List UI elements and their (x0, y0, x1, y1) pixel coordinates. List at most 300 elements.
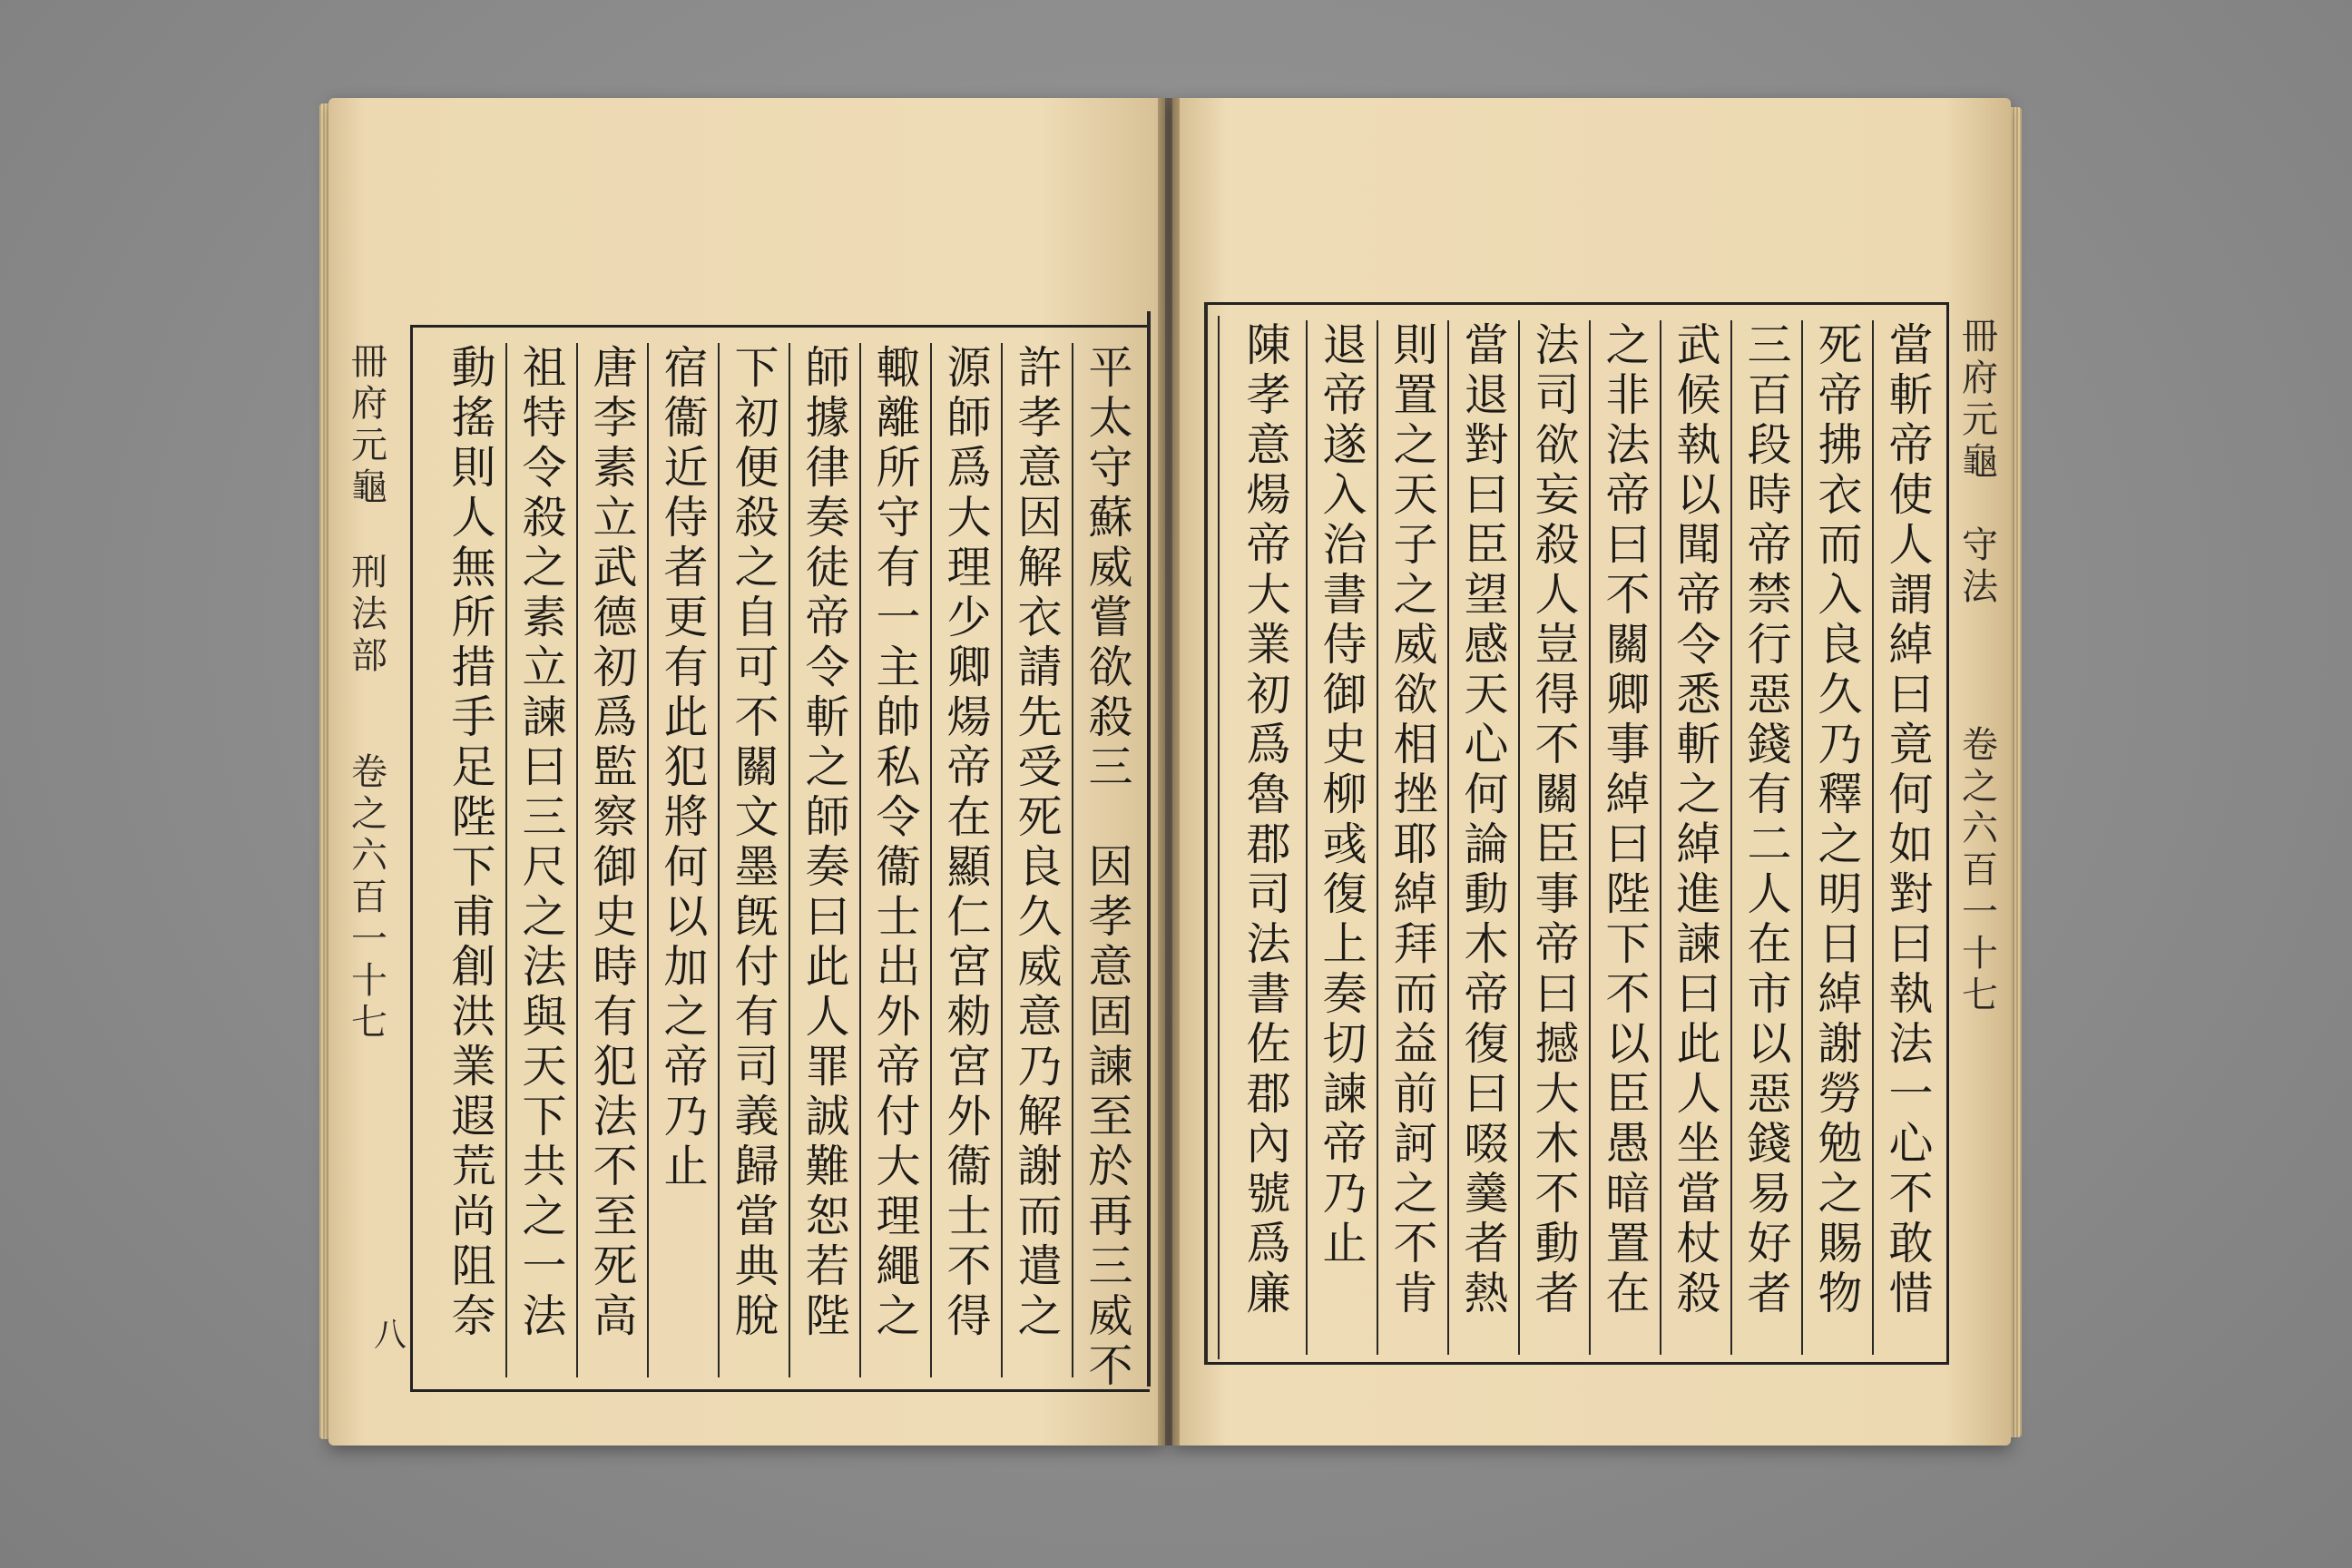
left-column-1-char: 於 (1088, 1141, 1133, 1192)
left-column-2 (1011, 343, 1069, 1341)
left-column-5-char: 斬 (805, 691, 850, 743)
left-column-9-char: 之 (522, 891, 567, 943)
column-rule (1001, 343, 1003, 1377)
right-column-1-char: 一 (1888, 1068, 1934, 1120)
left-column-7-char: 乃 (663, 1091, 709, 1142)
right-column-1-char: 法 (1888, 1018, 1934, 1070)
right-column-10-char: 郡 (1246, 818, 1291, 870)
right-column-2-char: 衣 (1818, 469, 1863, 521)
right-column-1-char: 帝 (1888, 419, 1934, 471)
left-margin-title-char: 府 (351, 383, 387, 425)
right-column-8-char: 之 (1393, 1168, 1438, 1220)
left-column-5-char: 師 (805, 342, 850, 394)
left-column-8-char: 御 (593, 841, 638, 893)
right-frame-left-border (1204, 302, 1208, 1364)
left-column-6-char: 有 (734, 991, 779, 1043)
right-column-4-char: 候 (1676, 369, 1721, 421)
right-column-2-char: 賜 (1818, 1218, 1863, 1269)
right-column-3-char: 錢 (1747, 719, 1792, 770)
right-margin-volume-char: 六 (1962, 808, 1998, 849)
right-column-10-char: 孝 (1246, 369, 1291, 421)
right-column-9-char: 彧 (1322, 818, 1367, 870)
left-column-8-char: 犯 (593, 1041, 638, 1093)
right-column-4-char: 進 (1676, 868, 1721, 920)
left-column-8-char: 素 (593, 442, 638, 494)
right-column-5-char: 非 (1605, 369, 1651, 421)
right-margin-volume-char: 之 (1962, 766, 1998, 808)
right-column-9-char: 復 (1322, 868, 1367, 920)
left-column-10-char: 則 (451, 442, 496, 494)
left-column-7-char: 有 (663, 642, 709, 693)
right-column-6-char: 法 (1534, 319, 1580, 371)
left-column-4-char: 離 (876, 392, 921, 444)
left-column-3-char: 仁 (946, 891, 992, 943)
left-column-3-char: 得 (946, 1290, 992, 1342)
right-column-3-char: 好 (1747, 1218, 1792, 1269)
left-column-5-char: 誠 (805, 1091, 850, 1142)
right-column-3-char: 惡 (1747, 669, 1792, 720)
right-column-9-char: 書 (1322, 569, 1367, 621)
left-margin-volume-char: 十 (351, 960, 387, 1002)
right-column-3-char: 有 (1747, 769, 1792, 820)
left-column-1-char: 平 (1088, 342, 1133, 394)
right-column-5-char: 曰 (1605, 519, 1651, 571)
left-column-1-char: 太 (1088, 392, 1133, 444)
right-column-4 (1670, 320, 1728, 1318)
left-column-9-char: 三 (522, 791, 567, 843)
left-column-1-char: 因 (1088, 841, 1133, 893)
left-column-7-char: 帝 (663, 1041, 709, 1093)
left-column-1-char: 至 (1088, 1091, 1133, 1142)
right-column-2-char: 之 (1818, 818, 1863, 870)
left-column-1-char (1088, 792, 1132, 842)
left-column-9-char: 諫 (522, 691, 567, 743)
left-margin-volume-char: 七 (351, 1002, 387, 1044)
right-column-1-char: 執 (1888, 968, 1934, 1020)
left-column-5 (799, 343, 857, 1341)
left-column-2-char: 遣 (1017, 1240, 1063, 1292)
left-column-3-char: 帝 (946, 741, 992, 793)
right-column-2-char: 之 (1818, 1168, 1863, 1220)
left-margin-title (347, 341, 392, 508)
left-column-3-char: 爲 (946, 442, 992, 494)
right-column-2-char: 釋 (1818, 769, 1863, 820)
right-column-6-char: 臣 (1534, 818, 1580, 870)
right-column-4-char: 以 (1676, 469, 1721, 521)
right-column-9-char: 帝 (1322, 369, 1367, 421)
right-column-2-char: 死 (1818, 319, 1863, 371)
right-column-8-char: 不 (1393, 1218, 1438, 1269)
right-column-4-char: 殺 (1676, 1268, 1721, 1319)
left-column-7-char: 衞 (663, 392, 709, 444)
right-column-9-char: 史 (1322, 719, 1367, 770)
right-column-7-char: 羹 (1464, 1168, 1509, 1220)
right-column-5-char: 暗 (1605, 1168, 1651, 1220)
right-column-6-char: 動 (1534, 1218, 1580, 1269)
left-column-9-char: 素 (522, 592, 567, 643)
right-column-4-char: 此 (1676, 1018, 1721, 1070)
left-column-3-char: 少 (946, 592, 992, 643)
right-margin-volume-char: 百 (1962, 849, 1998, 891)
right-column-3-char: 以 (1747, 1018, 1792, 1070)
left-frame-right-border (1147, 311, 1151, 1387)
right-column-1-char: 心 (1888, 1118, 1934, 1170)
left-column-10-char: 創 (451, 941, 496, 993)
right-column-4-char: 人 (1676, 1068, 1721, 1120)
left-margin-volume-char: 六 (351, 835, 387, 877)
right-column-3-char: 易 (1747, 1168, 1792, 1220)
left-column-10-char: 足 (451, 741, 496, 793)
left-margin-volume (347, 751, 392, 1044)
left-column-2-char: 良 (1017, 841, 1063, 893)
column-rule (576, 343, 578, 1377)
right-column-6-char: 人 (1534, 569, 1580, 621)
right-column-9-char: 退 (1322, 319, 1367, 371)
left-column-10 (445, 343, 503, 1341)
right-column-7-char: 曰 (1464, 1068, 1509, 1120)
left-column-5-char: 徒 (805, 542, 850, 593)
left-column-2-char: 請 (1017, 642, 1063, 693)
right-column-9-char: 治 (1322, 519, 1367, 571)
right-column-2-char: 拂 (1818, 419, 1863, 471)
left-column-5-char: 帝 (805, 592, 850, 643)
right-column-6-char: 大 (1534, 1068, 1580, 1120)
right-column-2-char: 乃 (1818, 719, 1863, 770)
left-column-10-char: 搖 (451, 392, 496, 444)
left-margin-section-char: 法 (351, 593, 387, 635)
left-column-3-char: 不 (946, 1240, 992, 1292)
left-column-7 (657, 343, 715, 1191)
right-column-6-char: 得 (1534, 669, 1580, 720)
left-column-7-char: 加 (663, 941, 709, 993)
right-column-3-char: 在 (1747, 918, 1792, 970)
left-column-8-char: 史 (593, 891, 638, 943)
right-margin-title-char: 元 (1962, 399, 1998, 441)
right-column-4-char: 之 (1676, 769, 1721, 820)
right-column-5-char: 法 (1605, 419, 1651, 471)
left-column-6-char: 當 (734, 1191, 779, 1242)
left-column-4-char: 一 (876, 592, 921, 643)
right-column-5-char: 不 (1605, 569, 1651, 621)
left-column-1-char: 固 (1088, 991, 1133, 1043)
left-column-7-char: 宿 (663, 342, 709, 394)
left-column-6-char: 旣 (734, 891, 779, 943)
left-column-1-char: 欲 (1088, 642, 1133, 693)
right-margin-section-char: 守 (1962, 524, 1998, 566)
right-column-10-char: 郡 (1246, 1068, 1291, 1120)
column-rule (1447, 320, 1449, 1355)
left-column-10-char: 遐 (451, 1091, 496, 1142)
left-column-1-char: 意 (1088, 941, 1133, 993)
left-column-8-char: 時 (593, 941, 638, 993)
right-margin-volume (1957, 724, 2003, 1016)
left-column-9-char: 殺 (522, 492, 567, 544)
right-column-1-char: 如 (1888, 818, 1934, 870)
right-column-3-char: 三 (1747, 319, 1792, 371)
left-column-5-char: 難 (805, 1141, 850, 1192)
column-rule (1660, 320, 1661, 1355)
left-column-3-char: 卿 (946, 642, 992, 693)
right-margin-title (1957, 316, 2003, 483)
left-column-4-char: 衞 (876, 841, 921, 893)
left-column-6-char: 不 (734, 691, 779, 743)
right-column-8-char: 訶 (1393, 1118, 1438, 1170)
left-column-4-char: 理 (876, 1191, 921, 1242)
left-margin-volume-char: 百 (351, 877, 387, 918)
left-column-5-char: 奏 (805, 841, 850, 893)
right-column-2-char: 入 (1818, 569, 1863, 621)
left-column-3-char: 師 (946, 392, 992, 444)
left-column-2-char: 衣 (1017, 592, 1063, 643)
left-column-4-char: 私 (876, 741, 921, 793)
right-column-1-char: 敢 (1888, 1218, 1934, 1269)
right-column-6-char: 豈 (1534, 619, 1580, 671)
left-column-8-char: 法 (593, 1091, 638, 1142)
left-column-8-char: 立 (593, 492, 638, 544)
column-rule (1306, 320, 1308, 1355)
left-column-9-char: 令 (522, 442, 567, 494)
column-rule (930, 343, 932, 1377)
left-column-10-char: 無 (451, 542, 496, 593)
right-column-5-char: 下 (1605, 918, 1651, 970)
left-column-9-char: 祖 (522, 342, 567, 394)
right-column-1-char: 曰 (1888, 669, 1934, 720)
right-column-3-char: 惡 (1747, 1068, 1792, 1120)
right-column-1-char: 人 (1888, 519, 1934, 571)
right-margin-volume-char: 卷 (1962, 724, 1998, 766)
right-column-5-char: 事 (1605, 719, 1651, 770)
left-column-1-char: 威 (1088, 542, 1133, 593)
left-column-10-char: 陛 (451, 791, 496, 843)
left-column-4-char: 繩 (876, 1240, 921, 1292)
right-column-6-char: 木 (1534, 1118, 1580, 1170)
column-rule (1730, 320, 1732, 1355)
right-column-1-char: 謂 (1888, 569, 1934, 621)
left-margin-section-char: 部 (351, 635, 387, 677)
left-column-1-char: 不 (1088, 1340, 1133, 1392)
left-column-5-char: 曰 (805, 891, 850, 943)
right-column-5-char: 綽 (1605, 769, 1651, 820)
left-column-1-char: 殺 (1088, 691, 1133, 743)
right-column-3-char: 錢 (1747, 1118, 1792, 1170)
left-column-10-char: 措 (451, 642, 496, 693)
right-column-2 (1811, 320, 1869, 1318)
right-column-4-char: 聞 (1676, 519, 1721, 571)
right-column-4-char: 綽 (1676, 818, 1721, 870)
left-column-1-char: 諫 (1088, 1041, 1133, 1093)
left-column-10-char: 甫 (451, 891, 496, 943)
left-column-4-char: 出 (876, 941, 921, 993)
right-column-5 (1599, 320, 1657, 1318)
left-column-4-char: 外 (876, 991, 921, 1043)
right-column-8-char: 欲 (1393, 669, 1438, 720)
left-column-1-char: 守 (1088, 442, 1133, 494)
right-frame-inner-border (1218, 316, 1220, 1359)
left-column-9-char: 與 (522, 991, 567, 1043)
left-column-3-char: 勑 (946, 991, 992, 1043)
left-column-6-char: 之 (734, 542, 779, 593)
left-column-10-char: 洪 (451, 991, 496, 1043)
right-column-10-char: 司 (1246, 868, 1291, 920)
right-column-7-char: 熱 (1464, 1268, 1509, 1319)
right-column-7-char: 何 (1464, 769, 1509, 820)
right-column-7-char: 復 (1464, 1018, 1509, 1070)
left-column-5-char: 此 (805, 941, 850, 993)
right-column-7 (1457, 320, 1515, 1318)
right-column-6 (1528, 320, 1586, 1318)
right-column-5-char: 不 (1605, 968, 1651, 1020)
right-column-8-char: 之 (1393, 569, 1438, 621)
left-column-3-char: 大 (946, 492, 992, 544)
right-column-7-char: 退 (1464, 369, 1509, 421)
right-column-3-char: 時 (1747, 469, 1792, 521)
right-column-4-char: 杖 (1676, 1218, 1721, 1269)
left-column-7-char: 止 (663, 1141, 709, 1192)
left-column-3-char: 理 (946, 542, 992, 593)
right-column-7-char: 動 (1464, 868, 1509, 920)
right-column-9-char: 入 (1322, 469, 1367, 521)
page-number: 八 (374, 1317, 407, 1354)
right-column-8-char: 天 (1393, 469, 1438, 521)
right-column-10-char: 帝 (1246, 519, 1291, 571)
right-column-1-char: 當 (1888, 319, 1934, 371)
left-column-5-char: 奏 (805, 492, 850, 544)
left-column-4-char: 之 (876, 1290, 921, 1342)
right-column-5-char: 關 (1605, 619, 1651, 671)
right-column-5-char: 愚 (1605, 1118, 1651, 1170)
left-column-9-char: 曰 (522, 741, 567, 793)
book-gutter (1158, 98, 1180, 1446)
right-column-2-char: 久 (1818, 669, 1863, 720)
left-margin-title-char: 冊 (351, 341, 387, 383)
right-column-8-char: 益 (1393, 1018, 1438, 1070)
left-column-3-char: 源 (946, 342, 992, 394)
left-column-7-char: 何 (663, 841, 709, 893)
right-column-8-char: 威 (1393, 619, 1438, 671)
right-column-4-char: 武 (1676, 319, 1721, 371)
right-column-6-char: 撼 (1534, 1018, 1580, 1070)
column-rule (1589, 320, 1591, 1355)
right-column-3-char: 帝 (1747, 519, 1792, 571)
right-column-1-char: 何 (1888, 769, 1934, 820)
column-rule (505, 343, 507, 1377)
left-column-4-char: 付 (876, 1091, 921, 1142)
left-column-10-char: 人 (451, 492, 496, 544)
right-column-6-char: 欲 (1534, 419, 1580, 471)
column-rule (1377, 320, 1378, 1355)
left-column-6-char: 司 (734, 1041, 779, 1093)
right-column-7-char: 曰 (1464, 469, 1509, 521)
left-column-3 (940, 343, 998, 1341)
right-column-3-char: 者 (1747, 1268, 1792, 1319)
right-column-10 (1240, 320, 1298, 1318)
left-column-7-char: 此 (663, 691, 709, 743)
right-column-7-char: 者 (1464, 1218, 1509, 1269)
left-column-2-char: 先 (1017, 691, 1063, 743)
left-column-3-char: 外 (946, 1091, 992, 1142)
left-column-6-char: 典 (734, 1240, 779, 1292)
left-column-5-char: 據 (805, 392, 850, 444)
right-column-4-char: 執 (1676, 419, 1721, 471)
right-column-4-char: 諫 (1676, 918, 1721, 970)
left-column-9-char: 特 (522, 392, 567, 444)
column-rule (647, 343, 649, 1377)
right-column-9 (1316, 320, 1374, 1269)
right-margin-volume-char: 一 (1962, 891, 1998, 933)
left-column-10-char: 動 (451, 342, 496, 394)
left-column-8 (586, 343, 644, 1341)
right-column-9-char: 柳 (1322, 769, 1367, 820)
left-margin-title-char: 龜 (351, 466, 387, 508)
right-column-2-char: 綽 (1818, 968, 1863, 1020)
right-column-8-char: 耶 (1393, 818, 1438, 870)
left-margin-volume-char: 之 (351, 793, 387, 835)
right-column-9-char: 上 (1322, 918, 1367, 970)
left-column-6-char: 文 (734, 791, 779, 843)
left-column-2-char: 受 (1017, 741, 1063, 793)
left-column-4-char: 有 (876, 542, 921, 593)
left-column-10-char: 荒 (451, 1141, 496, 1192)
right-column-5-char: 帝 (1605, 469, 1651, 521)
left-column-5-char: 人 (805, 991, 850, 1043)
left-column-9-char: 一 (522, 1240, 567, 1292)
left-column-5-char: 恕 (805, 1191, 850, 1242)
right-column-10-char: 書 (1246, 968, 1291, 1020)
left-column-9-char: 法 (522, 1290, 567, 1342)
right-column-6-char: 帝 (1534, 918, 1580, 970)
left-column-4-char: 帝 (876, 1041, 921, 1093)
right-column-8-char: 前 (1393, 1068, 1438, 1120)
right-column-3-char: 人 (1747, 868, 1792, 920)
right-column-2-char: 明 (1818, 868, 1863, 920)
right-column-2-char: 謝 (1818, 1018, 1863, 1070)
right-column-8-char: 子 (1393, 519, 1438, 571)
left-column-2-char: 解 (1017, 1091, 1063, 1142)
right-column-2-char: 勞 (1818, 1068, 1863, 1120)
left-column-8-char: 死 (593, 1240, 638, 1292)
right-column-5-char: 以 (1605, 1018, 1651, 1070)
left-column-4-char: 主 (876, 642, 921, 693)
right-column-10-char: 內 (1246, 1118, 1291, 1170)
left-column-8-char: 有 (593, 991, 638, 1043)
left-column-2-char: 因 (1017, 492, 1063, 544)
right-column-4-char: 坐 (1676, 1118, 1721, 1170)
right-column-10-char: 業 (1246, 619, 1291, 671)
right-column-4-char: 當 (1676, 1168, 1721, 1220)
left-column-2-char: 孝 (1017, 392, 1063, 444)
left-column-8-char: 德 (593, 592, 638, 643)
left-margin-volume-char: 一 (351, 918, 387, 960)
right-column-10-char: 法 (1246, 918, 1291, 970)
right-column-7-char: 心 (1464, 719, 1509, 770)
left-column-9-char: 共 (522, 1141, 567, 1192)
right-column-7-char: 論 (1464, 818, 1509, 870)
left-column-7-char: 更 (663, 592, 709, 643)
right-column-7-char: 啜 (1464, 1118, 1509, 1170)
left-column-2-char: 意 (1017, 442, 1063, 494)
left-column-8-char: 爲 (593, 691, 638, 743)
right-margin-title-char: 府 (1962, 358, 1998, 399)
column-rule (1072, 343, 1073, 1377)
left-column-3-char: 在 (946, 791, 992, 843)
left-column-1-char: 三 (1088, 741, 1133, 793)
right-column-5-char: 在 (1605, 1268, 1651, 1319)
right-column-10-char: 陳 (1246, 319, 1291, 371)
right-margin-volume-char: 十 (1962, 933, 1998, 975)
right-column-10-char: 魯 (1246, 769, 1291, 820)
left-column-4-char: 大 (876, 1141, 921, 1192)
left-margin-section (347, 552, 392, 677)
